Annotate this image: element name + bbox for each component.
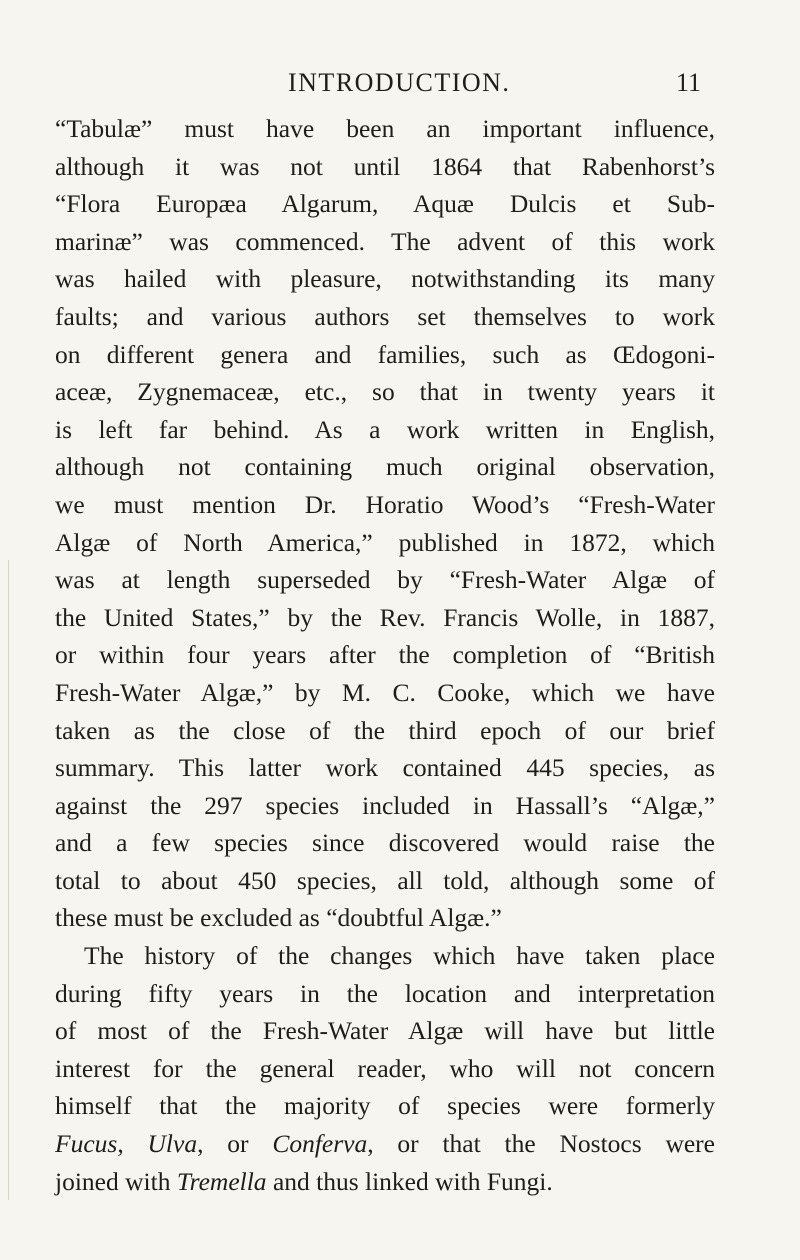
text-run: joined with	[55, 1166, 177, 1196]
text-line: although it was not until 1864 that Rabenhorst’s	[55, 151, 715, 181]
paragraph-end-line: these must be excluded as “doubtful Algæ.”	[55, 903, 502, 933]
text-line: of most of the Fresh-Water Algæ will have but little	[55, 1016, 715, 1046]
text-run: ,	[117, 1129, 148, 1159]
page-edge-rule	[8, 560, 9, 1200]
text-line: on different genera and families, such as Œdogoni-	[55, 339, 715, 369]
text-line: taken as the close of the third epoch of our brief	[55, 715, 715, 745]
running-head	[0, 68, 800, 104]
text-line: “Tabulæ” must have been an important influence,	[55, 114, 715, 143]
text-line: although not containing much original observation,	[55, 452, 715, 482]
text-line: was at length superseded by “Fresh-Water Algæ of	[55, 565, 715, 595]
text-line: “Flora Europæa Algarum, Aquæ Dulcis et Sub-	[55, 189, 715, 219]
text-line: or within four years after the completion of “British	[55, 640, 715, 670]
text-line: himself that the majority of species were formerly	[55, 1091, 715, 1121]
text-line-with-genus	[55, 1163, 715, 1201]
text-line: marinæ” was commenced. The advent of this work	[55, 226, 715, 256]
text-line: was hailed with pleasure, notwithstanding its many	[55, 264, 715, 294]
body-text	[55, 110, 715, 1200]
text-line: during fifty years in the location and interpretation	[55, 978, 715, 1008]
genus-name: Tremella	[176, 1166, 267, 1196]
text-line: against the 297 species included in Hassall’s “Algæ,”	[55, 790, 715, 820]
text-line: aceæ, Zygnemaceæ, etc., so that in twenty years it	[55, 377, 715, 407]
running-title: INTRODUCTION.	[288, 68, 511, 97]
text-line: we must mention Dr. Horatio Wood’s “Fresh-Water	[55, 489, 715, 519]
text-line: interest for the general reader, who will not concern	[55, 1053, 715, 1083]
genus-name: Ulva	[147, 1129, 198, 1159]
text-line-with-genera	[55, 1125, 715, 1163]
text-line: Algæ of North America,” published in 1872, which	[55, 527, 715, 557]
text-line: total to about 450 species, all told, although some of	[55, 865, 715, 895]
text-line: summary. This latter work contained 445 species, as	[55, 753, 715, 783]
text-line: and a few species since discovered would raise the	[55, 828, 715, 858]
text-line: the United States,” by the Rev. Francis Wolle, in 1887,	[55, 602, 715, 632]
text-line: is left far behind. As a work written in English,	[55, 414, 715, 444]
genus-name: Conferva	[272, 1129, 368, 1159]
text-line: faults; and various authors set themselves to work	[55, 301, 715, 331]
genus-name: Fucus	[55, 1129, 118, 1159]
text-run: , or that the Nostocs were	[367, 1129, 715, 1159]
text-run: and thus linked with Fungi.	[266, 1166, 553, 1196]
paragraph-start-line: The history of the changes which have taken place	[84, 941, 715, 971]
text-run: , or	[197, 1129, 273, 1159]
page-number: 11	[676, 68, 702, 97]
text-line: Fresh-Water Algæ,” by M. C. Cooke, which we have	[55, 677, 715, 707]
